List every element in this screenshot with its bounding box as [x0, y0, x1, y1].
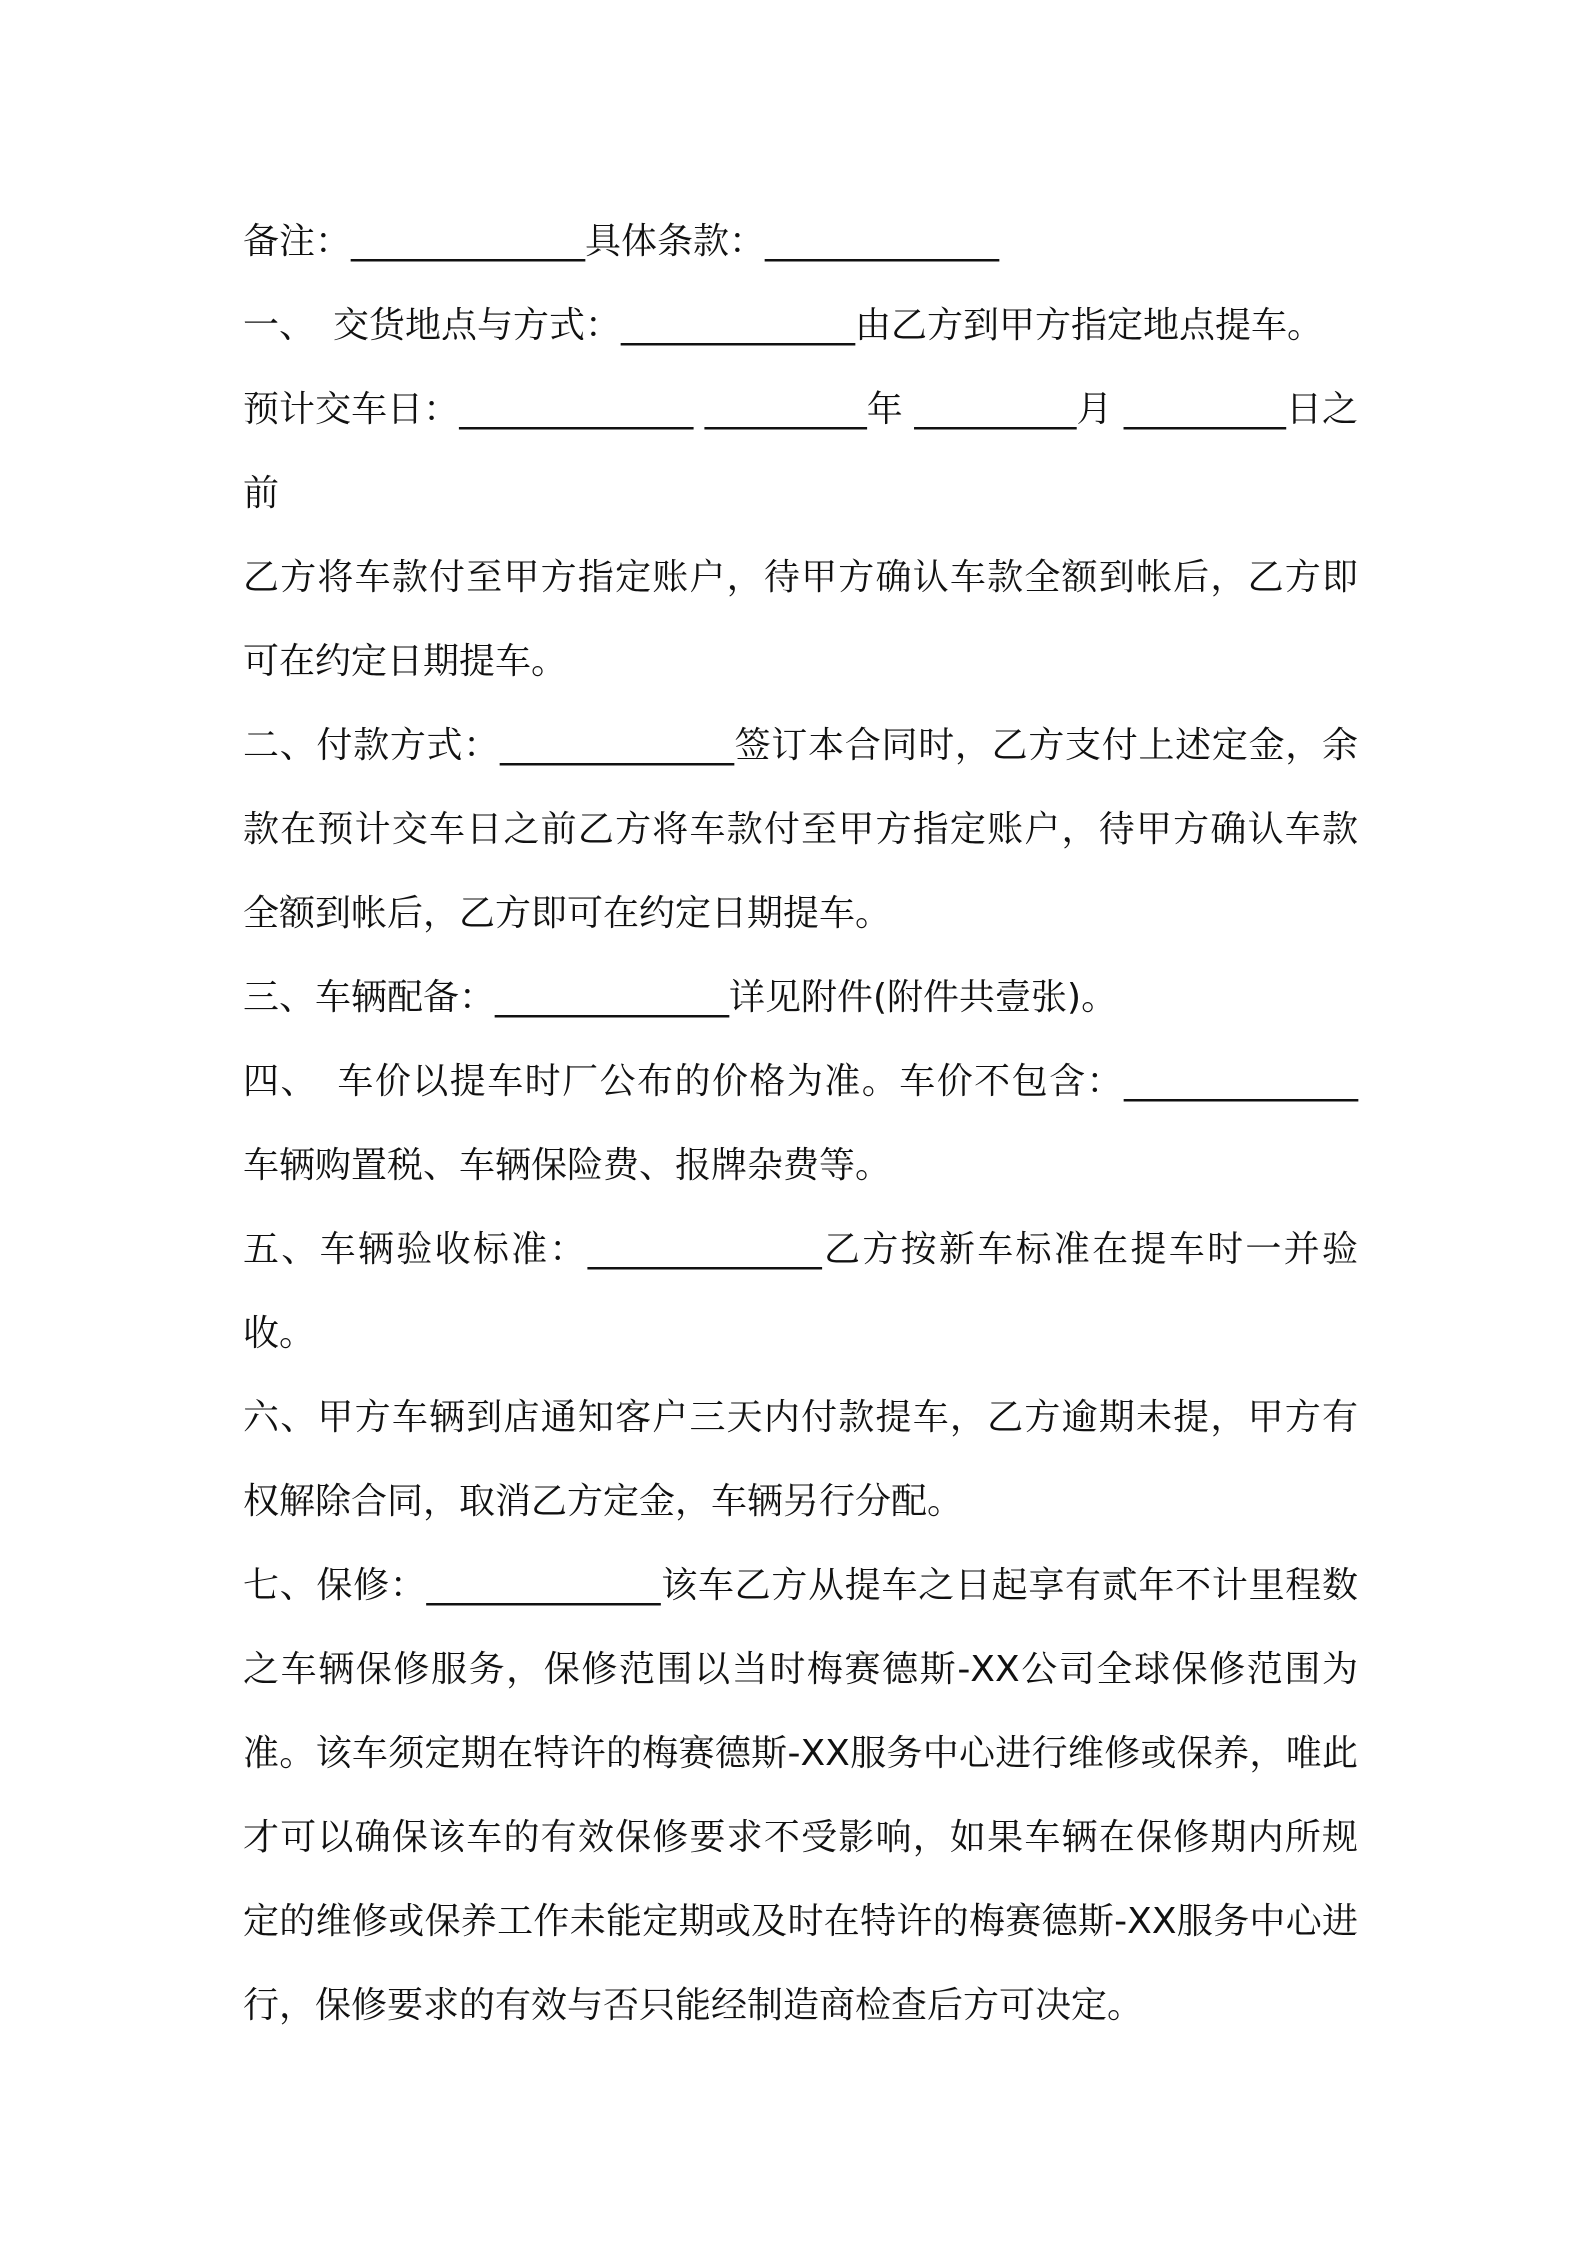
clause-3-equipment: 三、车辆配备：_____________详见附件(附件共壹张)。 — [243, 977, 1118, 1018]
expected-delivery-date: 预计交车日：_____________ _________年 _________月 _________日之前 — [243, 389, 1358, 514]
clause-5-acceptance: 五、车辆验收标准：_____________乙方按新车标准在提车时一并验收。 — [243, 1229, 1358, 1354]
remarks-paragraph: 备注：_____________具体条款：_____________ — [243, 221, 1000, 262]
clause-2-payment: 二、付款方式：_____________签订本合同时，乙方支付上述定金，余款在预计交车日之前乙方将车款付至甲方指定账户，待甲方确认车款全额到帐后，乙方即可在约定日期提车。 — [243, 725, 1358, 934]
clause-6-notification: 六、甲方车辆到店通知客户三天内付款提车，乙方逾期未提，甲方有权解除合同，取消乙方定金，车辆另行分配。 — [243, 1397, 1358, 1522]
payment-pickup-paragraph: 乙方将车款付至甲方指定账户，待甲方确认车款全额到帐后，乙方即可在约定日期提车。 — [243, 557, 1358, 682]
clause-7-warranty: 七、保修：_____________该车乙方从提车之日起享有贰年不计里程数之车辆保修服务，保修范围以当时梅赛德斯-XX公司全球保修范围为准。该车须定期在特许的梅赛德斯-XX服务中心进行维修或保养，唯此才可以确保该车的有效保修要求不受影响，如果车辆在保修期内所规定的维修或保养工作未能定期或及时在特许的梅赛德斯-XX服务中心进行，保修要求的有效与否只能经制造商检查后方可决定。 — [243, 1565, 1358, 2026]
document-body — [243, 200, 1358, 2048]
clause-4-price: 四、 车价以提车时厂公布的价格为准。车价不包含：_____________车辆购置税、车辆保险费、报牌杂费等。 — [243, 1061, 1358, 1186]
clause-1-delivery: 一、 交货地点与方式：_____________由乙方到甲方指定地点提车。 — [243, 305, 1324, 346]
